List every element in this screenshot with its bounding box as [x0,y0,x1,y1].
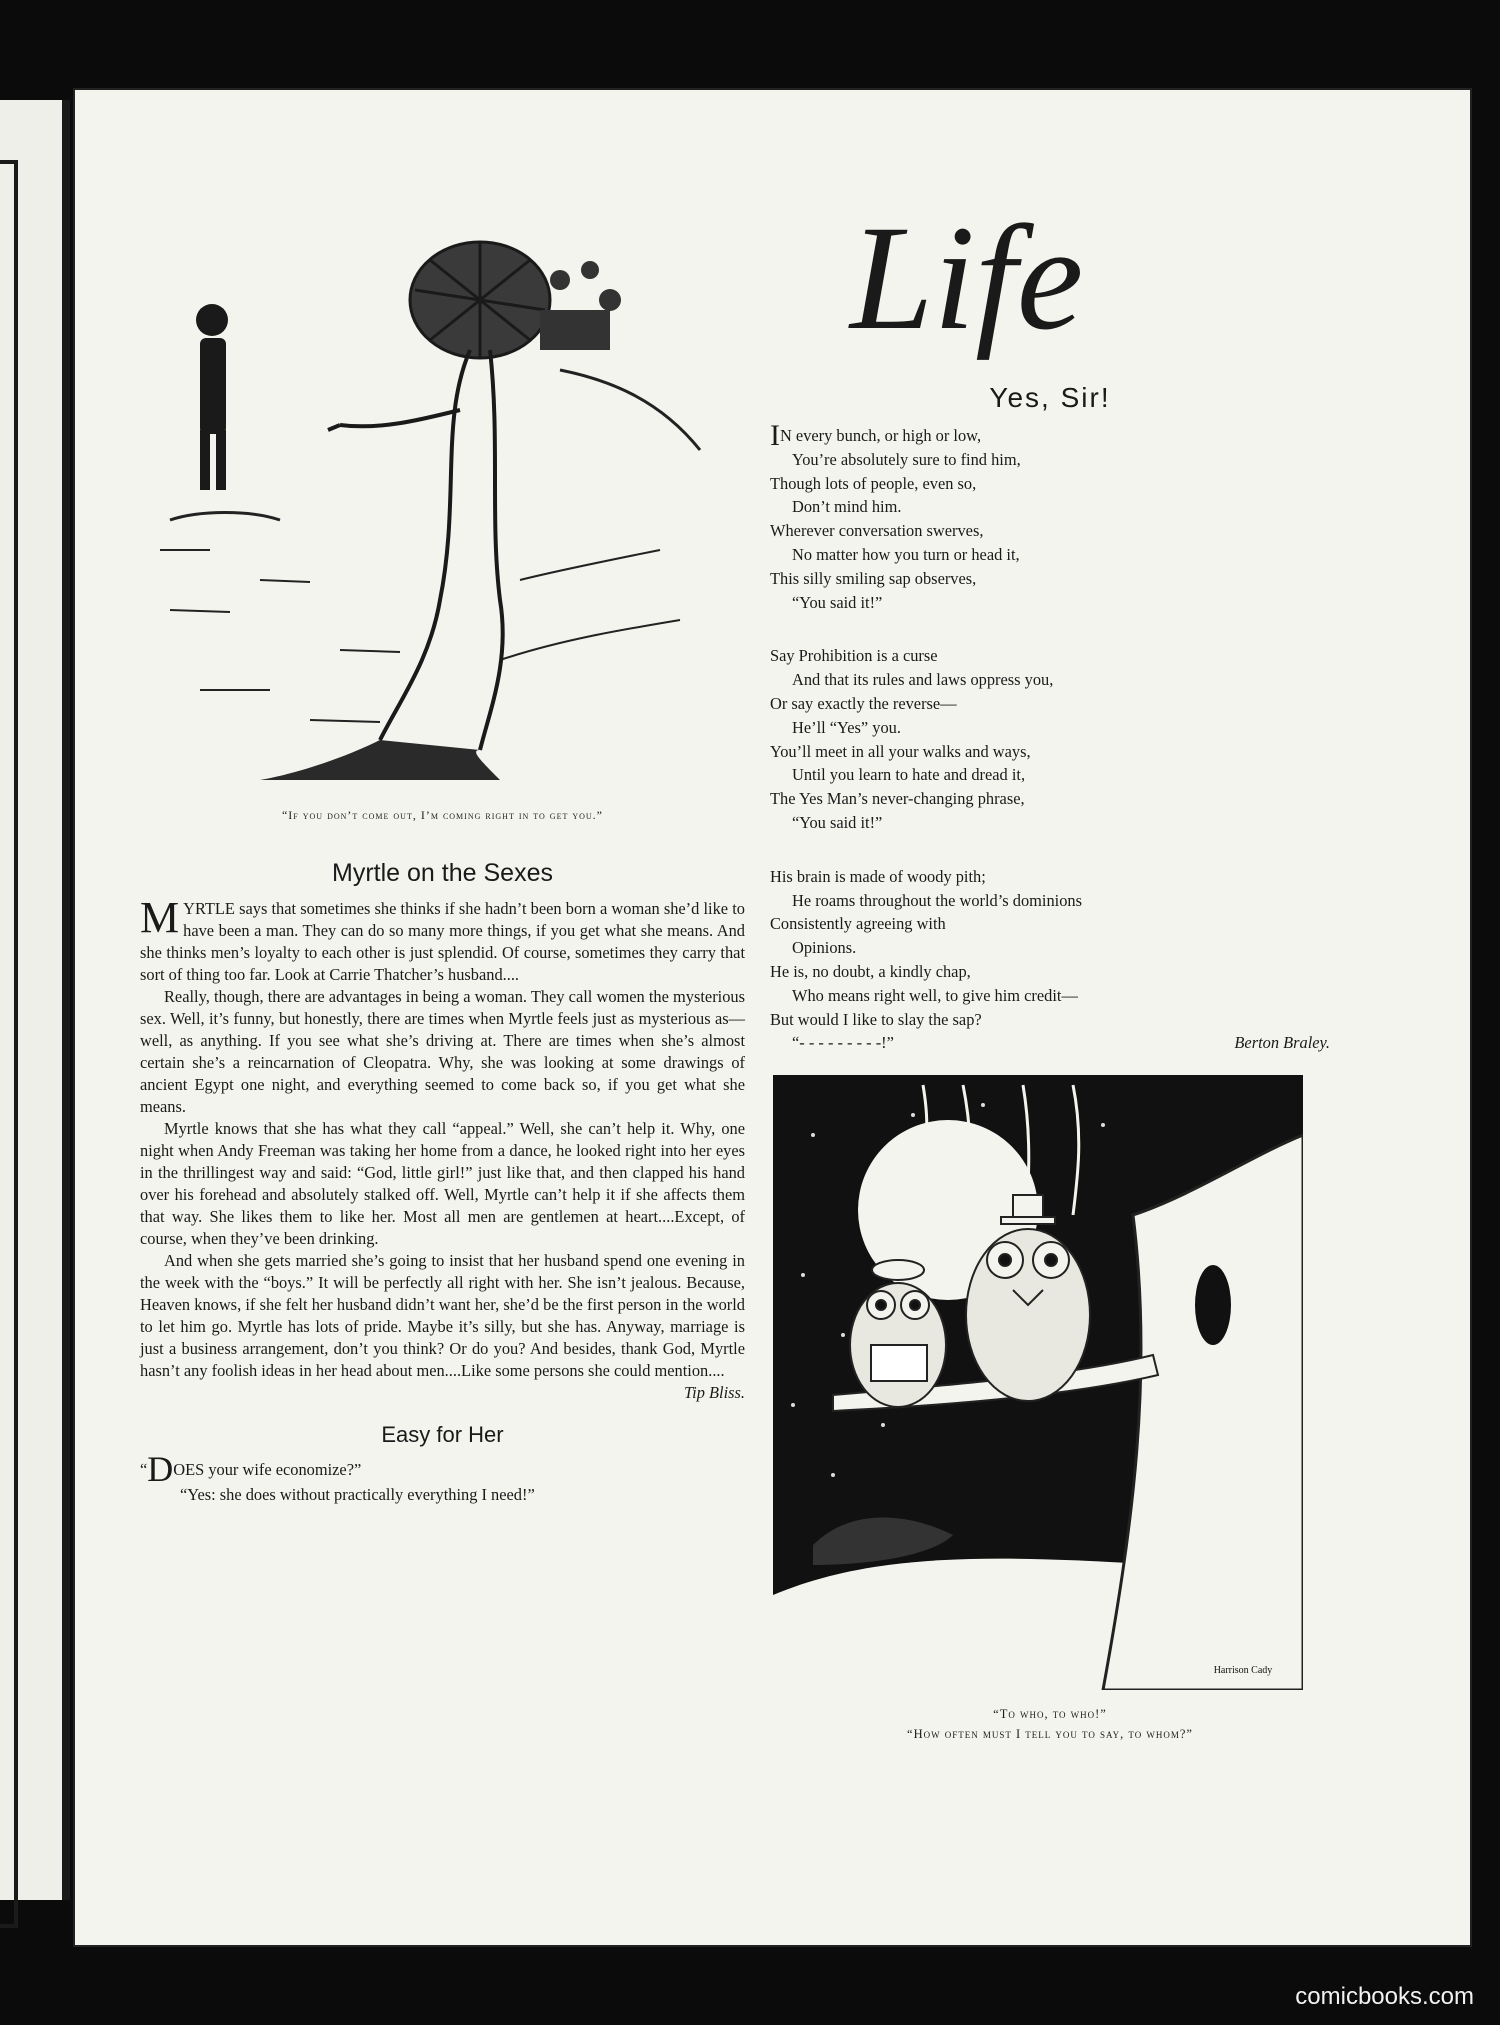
poem-line: Opinions. [792,938,857,958]
easy-line-2: “Yes: she does without practically everything I need!” [180,1485,535,1504]
svg-text:Harrison Cady: Harrison Cady [1213,1665,1273,1677]
owls-illustration [773,1075,1303,1690]
poem-line: This silly smiling sap observes, [770,568,977,588]
owls-caption [770,1704,1330,1744]
left-column [140,220,745,1506]
poem-line: Wherever conversation swerves, [770,521,984,541]
poem-line: He is, no doubt, a kindly chap, [770,961,971,981]
watermark: comicbooks.com [1295,1983,1474,2010]
poem-line: Though lots of people, even so, [770,473,977,493]
beach-caption: “If you don’t come out, I’m coming right in to get you.” [281,808,604,822]
poem-line: His brain is made of woody pith; [770,866,986,886]
magazine-page [75,90,1470,1945]
life-logo [840,210,1300,360]
owls-caption-line-2: “How often must I tell you to say, to whom?” [907,1727,1193,1742]
poem-title: Yes, Sir! [989,382,1111,413]
poem-line: No matter how you turn or head it, [792,544,1020,564]
poem-body [770,419,1330,1055]
poem-line: He roams throughout the world’s dominions [792,890,1082,910]
adjacent-page-edge [0,100,70,1900]
stanza-gap [770,614,1330,644]
easy-joke-title: Easy for Her [381,1422,504,1447]
poem-line: He’ll “Yes” you. [792,717,901,737]
myrtle-article-body [140,893,745,1402]
poem-author: Berton Braley. [1234,1033,1330,1053]
myrtle-paragraph-4: And when she gets married she’s going to insist that her husband spend one evening in the week with the “boys.” It will be perfectly all right with her. She isn’t jealous. Because, Heaven knows, if she felt her husband didn’t want her, she’d be the first person in the world to let him go. Myrtle has lots of pride. Maybe it’s silly, but she has. Anyway, marriage is just a business arrangement, don’t you think? Or do you? And besides, thank God, Myrtle hasn’t any foolish ideas in her head about men....Like some persons she could mention.... Tip Bliss. [140,1251,745,1402]
stanza-gap [770,835,1330,865]
easy-joke-body [140,1449,745,1506]
right-column [770,210,1330,1744]
poem-line: Say Prohibition is a curse [770,646,938,666]
myrtle-paragraph-2: Really, though, there are advantages in being a woman. They call women the mysterious sex. Well, it’s funny, but honestly, there are times when Myrtle feels just as mysterious as—well, as anything. If you see what she’s driving at. There are times when she’s almost certain she’s a reincarnation of Cleopatra. Why, she was looking at some drawings of ancient Egypt one night, and everything seemed to come back so, if you get what she means. [140,987,745,1116]
poem-last-row [770,1031,1330,1055]
svg-text:Life: Life [850,210,1084,360]
myrtle-signature: Tip Bliss. [683,1383,745,1402]
myrtle-paragraph-3: Myrtle knows that she has what they call “appeal.” Well, she can’t help it. Why, one night when Andy Freeman was taking her home from a dance, he looked right into her eyes in the thrillingest way and said: “God, little girl!” just like that, and then clapped his hand over his forehead and absolutely stalked off. Well, Myrtle can’t help it if she affects them that way. She likes them to like her. Most all men are gentlemen at heart....Except, of course, when they’ve been drinking. [140,1119,745,1248]
poem-line: “You said it!” [792,592,883,612]
myrtle-dropcap: M [140,893,180,942]
easy-line-1: “DOES your wife economize?” [140,1449,362,1489]
poem-line: Until you learn to hate and dread it, [792,765,1026,785]
poem-line: Don’t mind him. [792,497,902,517]
poem-line: Or say exactly the reverse— [770,693,957,713]
poem-line: IN every bunch, or high or low, [770,419,982,452]
poem-line: “You said it!” [792,812,883,832]
easy-dropcap: D [147,1449,174,1489]
poem-line: The Yes Man’s never-changing phrase, [770,789,1025,809]
myrtle-paragraph-1: MYRTLE says that sometimes she thinks if she hadn’t been born a woman she’d like to have been a man. They can do so many more things, if you get what she means. And she thinks men’s loyalty to each other is just splendid. Of course, sometimes they carry that sort of thing too far. Look at Carrie Thatcher’s husband.... [140,893,745,984]
myrtle-article-title: Myrtle on the Sexes [332,859,553,887]
poem-dropcap: I [770,419,780,452]
owls-caption-line-1: “To who, to who!” [993,1707,1107,1722]
poem-line: “- - - - - - - - -!” [792,1033,894,1053]
poem-line: But would I like to slay the sap? [770,1009,982,1029]
adjacent-page-frame [0,160,18,1928]
poem-line: And that its rules and laws oppress you, [792,670,1054,690]
poem-line: Consistently agreeing with [770,914,946,934]
poem-line: You’ll meet in all your walks and ways, [770,741,1031,761]
poem-line: You’re absolutely sure to find him, [792,449,1021,469]
poem-line: Who means right well, to give him credit— [792,985,1078,1005]
beach-illustration [140,220,730,790]
